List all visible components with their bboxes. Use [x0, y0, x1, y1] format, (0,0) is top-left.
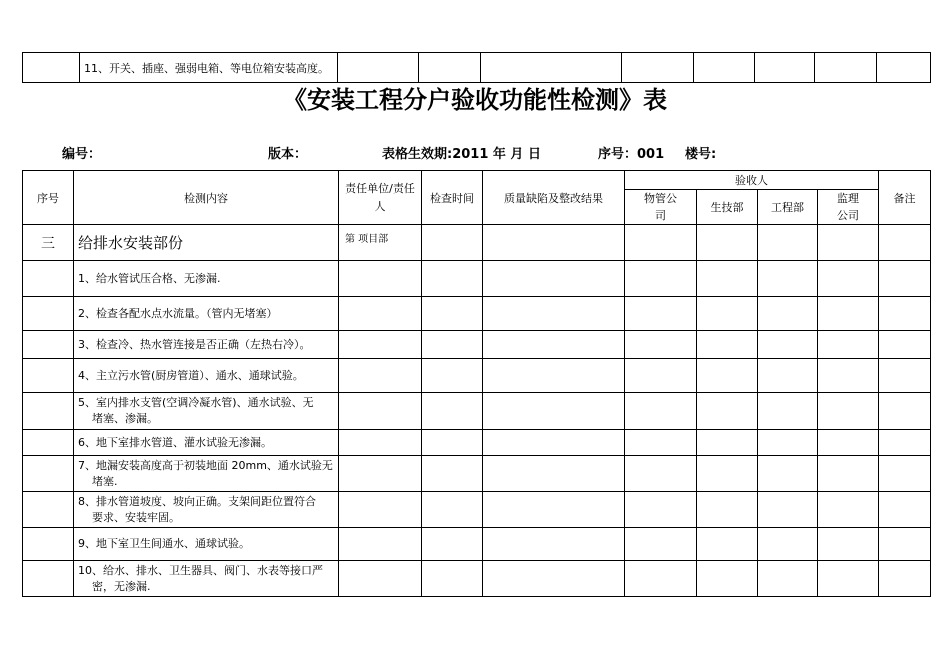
- number-label: 编号：: [62, 147, 102, 162]
- table-row: [23, 430, 931, 456]
- row-content: 2、检查各配水点水流量。（管内无堵塞）: [74, 297, 339, 331]
- inspection-table: [22, 170, 931, 597]
- table-row: [23, 359, 931, 393]
- section-responsible: 第 项目部: [339, 225, 422, 261]
- table-row: [23, 261, 931, 297]
- section-no: 三: [23, 225, 74, 261]
- header-check-time: 检查时间: [422, 171, 483, 225]
- serial-number: 序号：001: [598, 147, 665, 162]
- table-row: [23, 528, 931, 561]
- document-title: 《安装工程分户验收功能性检测》表: [283, 86, 667, 114]
- header-row: [23, 171, 931, 190]
- row-content: 4、主立污水管(厨房管道）、通水、通球试验。: [74, 359, 339, 393]
- table-row: [23, 331, 931, 359]
- table-row: [23, 297, 931, 331]
- header-supervision: 监理公司: [818, 190, 879, 225]
- row-content: 10、给水、排水、卫生器具、阀门、水表等接口严 密，无渗漏.: [74, 561, 339, 597]
- row-content: 6、地下室排水管道、灌水试验无渗漏。: [74, 430, 339, 456]
- header-engineering: 工程部: [758, 190, 818, 225]
- effective-date: 表格生效期:2011 年 月 日: [382, 147, 541, 162]
- row-content: 8、排水管道坡度、坡向正确。支架间距位置符合 要求、安装牢固。: [74, 492, 339, 528]
- header-remarks: 备注: [879, 171, 931, 225]
- row-content: 5、室内排水支管(空调冷凝水管)、通水试验、无 堵塞、渗漏。: [74, 393, 339, 430]
- section-title: 给排水安装部份: [74, 225, 339, 261]
- header-tech: 生技部: [697, 190, 758, 225]
- top-partial-table: [22, 52, 931, 83]
- top-row-content: 11、开关、插座、强弱电箱、等电位箱安装高度。: [80, 53, 338, 83]
- table-row: [23, 53, 931, 83]
- row-content: 9、地下室卫生间通水、通球试验。: [74, 528, 339, 561]
- header-property: 物管公司: [625, 190, 697, 225]
- version-label: 版本：: [268, 147, 308, 162]
- table-row: [23, 393, 931, 430]
- table-row: [23, 492, 931, 528]
- table-row: [23, 561, 931, 597]
- header-responsible: 责任单位/责任人: [339, 171, 422, 225]
- building-label: 楼号:: [685, 147, 717, 162]
- table-row: [23, 456, 931, 492]
- header-acceptor: 验收人: [625, 171, 879, 190]
- section-row: [23, 225, 931, 261]
- header-no: 序号: [23, 171, 74, 225]
- row-content: 7、地漏安装高度高于初装地面 20mm、通水试验无 堵塞.: [74, 456, 339, 492]
- header-quality: 质量缺陷及整改结果: [483, 171, 625, 225]
- row-content: 3、检查冷、热水管连接是否正确（左热右冷）。: [74, 331, 339, 359]
- header-content: 检测内容: [74, 171, 339, 225]
- row-content: 1、给水管试压合格、无渗漏.: [74, 261, 339, 297]
